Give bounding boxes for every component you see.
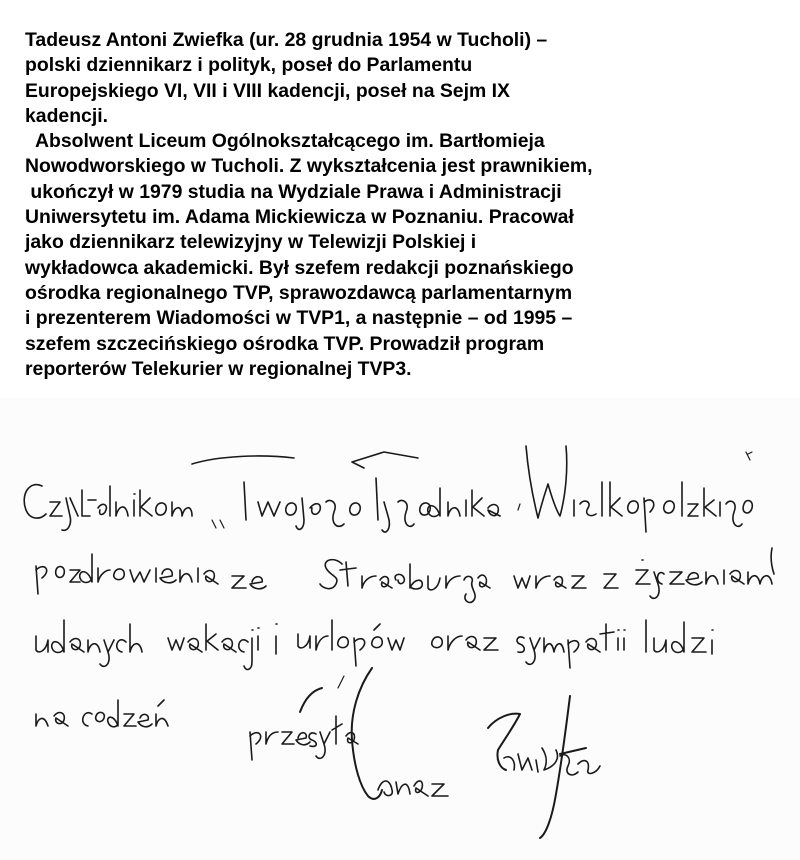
handwritten-note	[0, 398, 800, 860]
bio-line: wykładowca akademicki. Był szefem redakcji poznańskiego	[25, 256, 574, 279]
handwritten-line-1	[24, 446, 752, 532]
handwritten-line-3	[36, 620, 713, 669]
bio-line: kadencji.	[25, 104, 108, 127]
bio-line: ukończył w 1979 studia na Wydziale Prawa i Administracji	[25, 180, 562, 203]
bio-line: Europejskiego VI, VII i VIII kadencji, poseł na Sejm IX	[25, 79, 510, 102]
bio-line: ośrodka regionalnego TVP, sprawozdawcą parlamentarnym	[25, 281, 573, 304]
bio-line: i prezenterem Wiadomości w TVP1, a następnie – od 1995 –	[25, 307, 573, 330]
bio-line: reporterów Telekurier w regionalnej TVP3.	[25, 357, 412, 380]
handwritten-line-5	[250, 716, 358, 760]
bio-line: jako dziennikarz telewizyjny w Telewizji Polskiej i	[25, 231, 477, 254]
bio-line: Absolwent Liceum Ogólnokształcącego im. Bartłomieja	[25, 130, 545, 153]
bio-line: Tadeusz Antoni Zwiefka (ur. 28 grudnia 1954 w Tucholi) –	[25, 29, 548, 51]
handwritten-line-2	[36, 548, 774, 602]
bio-line: Nowodworskiego w Tucholi. Z wykształcenia jest prawnikiem,	[25, 155, 593, 178]
handwritten-note-drawing	[0, 398, 800, 860]
bio-line: Uniwersytetu im. Adama Mickiewicza w Poznaniu. Pracował	[25, 206, 574, 229]
bio-line: polski dziennikarz i polityk, poseł do Parlamentu	[25, 54, 473, 77]
biography-section	[0, 0, 800, 398]
bio-line: szefem szczecińskiego ośrodka TVP. Prowadził program	[25, 332, 545, 355]
biography-text	[25, 28, 795, 382]
handwritten-line-4	[36, 700, 168, 727]
signature	[300, 668, 600, 838]
